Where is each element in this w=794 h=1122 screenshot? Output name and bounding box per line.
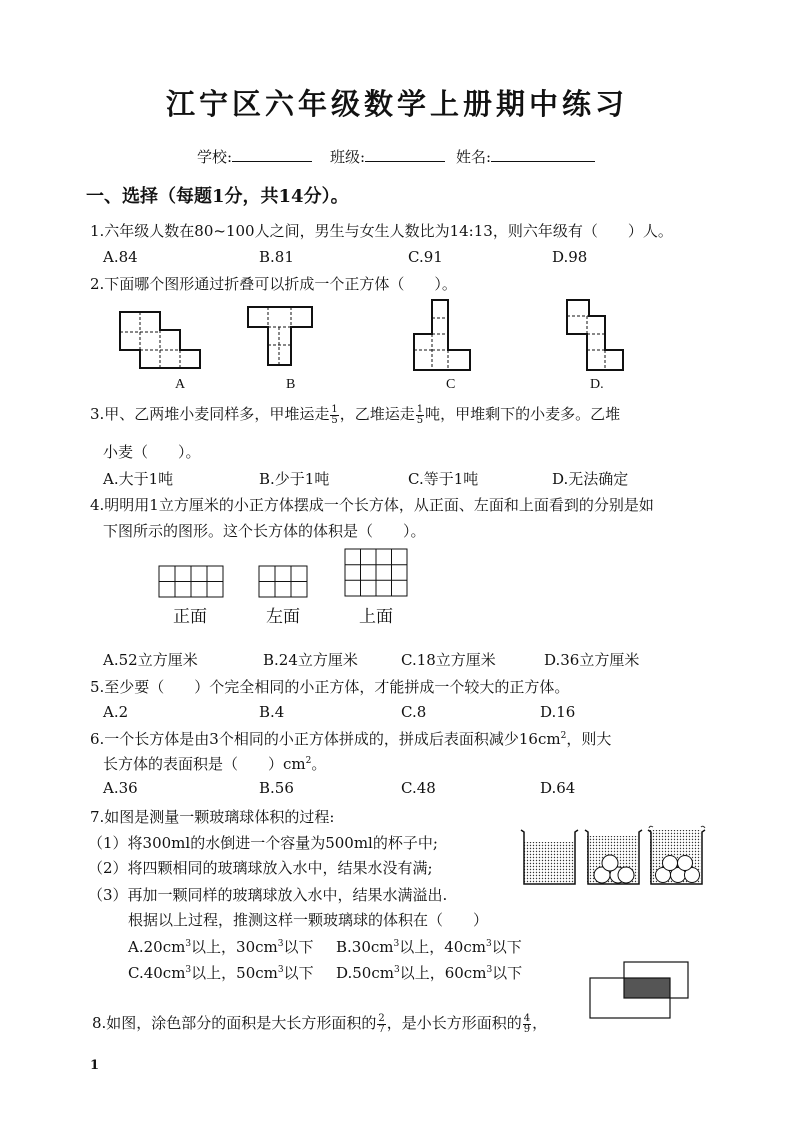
q3-fraction-2 (416, 405, 424, 426)
q4-option-b: B.24立方厘米 (263, 651, 358, 669)
q6-option-c: C.48 (401, 779, 436, 797)
q8-text-3: ， (532, 1014, 548, 1032)
name-blank (491, 147, 595, 162)
q8-text-2: ，是小长方形面积的 (386, 1014, 522, 1032)
q6-option-a: A.36 (103, 779, 138, 797)
q7-c-sup-2: 3 (277, 965, 284, 975)
q7-b-3: 以下 (491, 938, 522, 956)
cube-net-c (412, 298, 482, 378)
q7-option-c (128, 962, 314, 983)
q7-d-3: 以下 (492, 964, 523, 982)
q3-option-d: D.无法确定 (552, 470, 629, 488)
beaker-2 (585, 830, 642, 884)
class-blank (365, 147, 445, 162)
q5-option-a: A.2 (103, 703, 129, 721)
cube-net-label-d: D. (590, 377, 604, 392)
q8-frac2-den: 9 (523, 1023, 531, 1035)
q6-text-2: ，则大 (566, 730, 612, 748)
cube-net-label-a: A (175, 377, 186, 392)
class-label: 班级: (330, 148, 366, 166)
q3-fraction-1 (330, 405, 338, 426)
top-view-label: 上面 (359, 607, 393, 627)
q7-b-sup-1: 3 (393, 939, 400, 949)
school-blank (232, 147, 312, 162)
q4-option-a: A.52立方厘米 (103, 651, 198, 669)
q7-a-1: A.20cm (128, 938, 186, 956)
q7-step-1: （1）将300ml的水倒进一个容量为500ml的杯子中; (88, 834, 438, 852)
q7-c-sup-1: 3 (185, 965, 192, 975)
q3-frac1-den: 5 (331, 414, 338, 426)
page-number: 1 (90, 1058, 100, 1073)
q5-option-c: C.8 (401, 703, 427, 721)
cube-net-d (565, 298, 635, 378)
question-8 (92, 1012, 547, 1035)
school-field (197, 146, 312, 167)
q6-sup-1: 2 (560, 731, 567, 741)
q7-d-2: 以上，60cm (399, 964, 487, 982)
page-title: 江宁区六年级数学上册期中练习 (165, 87, 628, 121)
q7-a-sup-1: 3 (185, 939, 192, 949)
q1-option-b: B.81 (259, 248, 294, 266)
q6-option-d: D.64 (540, 779, 576, 797)
q6-text-4: 。 (311, 755, 327, 773)
question-2: 2.下面哪个图形通过折叠可以折成一个正方体（ ）。 (90, 275, 457, 293)
cube-net-label-b: B (286, 377, 296, 392)
q4-option-c: C.18立方厘米 (401, 651, 496, 669)
q6-option-b: B.56 (259, 779, 294, 797)
cube-net-b (246, 305, 316, 375)
q3-option-a: A.大于1吨 (103, 470, 174, 488)
q7-d-1: D.50cm (336, 964, 394, 982)
q7-d-sup-1: 3 (393, 965, 400, 975)
q1-option-a: A.84 (103, 248, 138, 266)
left-view-grid (258, 565, 308, 599)
q7-a-sup-2: 3 (277, 939, 284, 949)
question-1: 1.六年级人数在80~100人之间，男生与女生人数比为14:13，则六年级有（ ）人。 (90, 222, 673, 240)
question-5: 5.至少要（ ）个完全相同的小正方体，才能拼成一个较大的正方体。 (90, 678, 570, 696)
section-heading: 一、选择（每题1分，共14分）。 (86, 186, 349, 207)
q7-c-2: 以上，50cm (191, 964, 278, 982)
class-field (330, 146, 445, 167)
q6-text-1: 6.一个长方体是由3个相同的小正方体拼成的，拼成后表面积减少16cm (90, 730, 561, 748)
cube-net-a (118, 310, 208, 380)
q7-b-1: B.30cm (336, 938, 394, 956)
q3-text-3: 吨，甲堆剩下的小麦多。乙堆 (425, 405, 621, 423)
overlapping-rectangles (588, 960, 692, 1022)
front-view-label: 正面 (173, 607, 207, 627)
q7-option-b (336, 936, 522, 957)
q7-option-a (128, 936, 314, 957)
q7-c-1: C.40cm (128, 964, 186, 982)
q7-a-2: 以上，30cm (191, 938, 278, 956)
school-label: 学校: (197, 148, 233, 166)
top-view-grid (344, 548, 408, 598)
q1-option-c: C.91 (408, 248, 443, 266)
name-label: 姓名: (456, 148, 492, 166)
q7-b-2: 以上，40cm (399, 938, 486, 956)
beaker-3 (648, 826, 705, 884)
q6-sup-2: 2 (305, 756, 312, 766)
name-field (456, 146, 595, 167)
q3-frac2-num: 1 (416, 403, 424, 415)
question-3-line-1 (90, 403, 620, 426)
q7-d-sup-2: 3 (486, 965, 493, 975)
q5-option-b: B.4 (259, 703, 285, 721)
q7-c-3: 以下 (283, 964, 314, 982)
question-3-line-2: 小麦（ ）。 (103, 443, 201, 461)
q7-option-d (336, 962, 522, 983)
q3-option-c: C.等于1吨 (408, 470, 479, 488)
q8-frac2-num: 4 (523, 1012, 531, 1024)
question-6-line-1 (90, 728, 611, 749)
q7-b-sup-2: 3 (485, 939, 492, 949)
left-view-label: 左面 (266, 607, 300, 627)
q7-step-3: （3）再加一颗同样的玻璃球放入水中，结果水满溢出. (88, 886, 448, 904)
beaker-1 (521, 830, 578, 884)
question-7-intro: 7.如图是测量一颗玻璃球体积的过程: (90, 808, 335, 826)
question-6-line-2 (103, 753, 326, 774)
q4-option-d: D.36立方厘米 (544, 651, 640, 669)
q5-option-d: D.16 (540, 703, 576, 721)
beaker-figures (520, 826, 710, 888)
q8-fraction-1 (377, 1014, 385, 1035)
q7-a-3: 以下 (283, 938, 314, 956)
q7-step-2: （2）将四颗相同的玻璃球放入水中，结果水没有满; (88, 859, 433, 877)
q3-text-2: ，乙堆运走 (339, 405, 415, 423)
q8-frac1-num: 2 (378, 1012, 385, 1024)
question-4-line-2: 下图所示的图形。这个长方体的体积是（ ）。 (103, 522, 426, 540)
q6-text-3: 长方体的表面积是（ ）cm (103, 755, 306, 773)
q3-option-b: B.少于1吨 (259, 470, 330, 488)
q1-option-d: D.98 (552, 248, 588, 266)
q8-fraction-2 (523, 1014, 531, 1035)
q8-text-1: 8.如图，涂色部分的面积是大长方形面积的 (92, 1014, 377, 1032)
q3-frac1-num: 1 (331, 403, 338, 415)
question-4-line-1: 4.明明用1立方厘米的小正方体摆成一个长方体，从正面、左面和上面看到的分别是如 (90, 496, 654, 514)
front-view-grid (158, 565, 224, 599)
q8-frac1-den: 7 (378, 1023, 385, 1035)
q3-frac2-den: 5 (416, 414, 424, 426)
cube-net-label-c: C (446, 377, 456, 392)
q3-text-1: 3.甲、乙两堆小麦同样多，甲堆运走 (90, 405, 330, 423)
q7-question: 根据以上过程，推测这样一颗玻璃球的体积在（ ） (128, 911, 489, 929)
